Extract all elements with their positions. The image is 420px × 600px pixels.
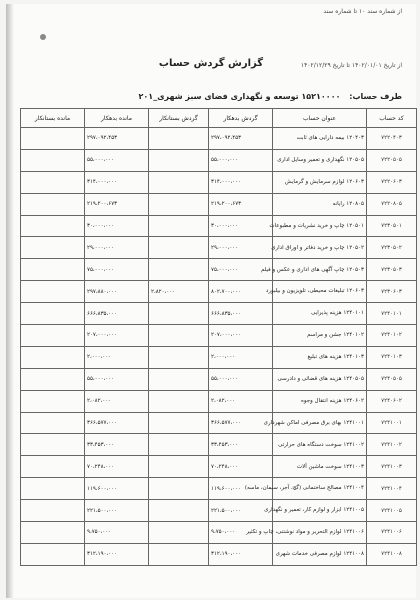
table-row (21, 412, 417, 434)
table-row (21, 237, 417, 259)
credit-turnover (149, 259, 209, 281)
col-header-balance-debit: مانده بدهکار (85, 109, 149, 128)
debit-balance: ۳۳،۴۵۳،۰۰۰ (85, 434, 149, 456)
debit-balance: ۷۰،۲۴۸،۰۰۰ (85, 456, 149, 478)
debit-turnover: ۲۹۷،۰۹۲،۴۵۳ (209, 128, 273, 150)
table-row (21, 128, 417, 150)
credit-balance (21, 456, 85, 478)
debit-balance: ۱۱۹،۶۰۰،۰۰۰ (85, 478, 149, 500)
table-row (21, 522, 417, 544)
debit-balance: ۲۹۷،۰۹۲،۴۵۳ (85, 128, 149, 150)
debit-balance: ۲۹۷،۸۸۰،۰۰۰ (85, 281, 149, 303)
debit-turnover: ۲۹،۰۰۰،۰۰۰ (209, 237, 273, 259)
account-code: ۷۲۳۰۵۰۳ (367, 259, 417, 281)
credit-turnover: ۲،۸۲۰،۰۰۰ (149, 281, 209, 303)
account-code: ۷۲۴۱۰۰۸ (367, 543, 417, 565)
account-code: ۷۲۴۰۶۰۲ (367, 390, 417, 412)
debit-balance: ۲۱۹،۲۰۰،۶۷۳ (85, 193, 149, 215)
credit-turnover (149, 412, 209, 434)
debit-balance: ۲،۰۸۲،۰۰۰ (85, 390, 149, 412)
debit-turnover: ۵۵،۰۰۰،۰۰۰ (209, 149, 273, 171)
credit-turnover (149, 303, 209, 325)
account-title: ۱۲۴۱۰۰۸ لوازم مصرفی خدمات شهری (273, 543, 367, 565)
credit-turnover (149, 434, 209, 456)
account-title: ۱۲۴۰۱۰۱ هزینه پذیرایی (273, 303, 367, 325)
table-row (21, 500, 417, 522)
credit-turnover (149, 478, 209, 500)
table-row (21, 259, 417, 281)
account-code: ۷۲۴۱۰۰۵ (367, 500, 417, 522)
debit-turnover: ۵۵،۰۰۰،۰۰۰ (209, 368, 273, 390)
debit-turnover: ۷۵،۰۰۰،۰۰۰ (209, 259, 273, 281)
credit-balance (21, 478, 85, 500)
account-title: ۱۲۴۱۰۰۱ بهای برق مصرفی اماکن شهرداری (273, 412, 367, 434)
account-code: ۷۲۴۰۱۰۱ (367, 303, 417, 325)
debit-balance: ۲۰۷،۰۰۰،۰۰۰ (85, 325, 149, 347)
table-row (21, 171, 417, 193)
table-row (21, 303, 417, 325)
credit-balance (21, 412, 85, 434)
account-title: ۱۲۴۱۰۰۴ مصالح ساختمانی (گچ، آجر، سیمان، ماسه) (273, 478, 367, 500)
account-title: ۱۲۴۰۱۰۳ هزینه های تبلیغ (273, 346, 367, 368)
counterparty-line (139, 92, 402, 101)
account-title: ۱۲۴۰۱۰۲ جشن و مراسم (273, 325, 367, 347)
debit-balance: ۶۶۶،۸۳۵،۰۰۰ (85, 303, 149, 325)
account-title: ۱۲۰۵۰۵ نگهداری و تعمیر وسایل اداری (273, 149, 367, 171)
credit-balance (21, 368, 85, 390)
table-row (21, 193, 417, 215)
debit-turnover: ۸۰۲،۷۰۰،۰۰۰ (209, 281, 273, 303)
account-code: ۷۲۴۱۰۰۴ (367, 478, 417, 500)
credit-balance (21, 149, 85, 171)
debit-balance: ۳۰،۰۰۰،۰۰۰ (85, 215, 149, 237)
debit-turnover: ۷۰،۲۴۸،۰۰۰ (209, 456, 273, 478)
debit-balance: ۳۶۶،۵۷۷،۰۰۰ (85, 412, 149, 434)
account-code: ۷۲۴۰۱۰۲ (367, 325, 417, 347)
credit-turnover (149, 500, 209, 522)
debit-turnover: ۱۱۹،۶۰۰،۰۰۰ (209, 478, 273, 500)
credit-turnover (149, 237, 209, 259)
credit-balance (21, 434, 85, 456)
credit-balance (21, 237, 85, 259)
date-range: از تاریخ ۱۴۰۲/۰۱/۰۱ تا تاریخ ۱۴۰۲/۱۲/۲۹ (300, 62, 402, 69)
document-page (6, 4, 416, 598)
credit-balance (21, 303, 85, 325)
col-header-credit: گردش بستانکار (149, 109, 209, 128)
table-header-row (21, 109, 417, 128)
table-row (21, 456, 417, 478)
debit-balance: ۳۱۴،۰۰۰،۰۰۰ (85, 171, 149, 193)
account-code: ۷۲۳۰۵۰۲ (367, 237, 417, 259)
credit-turnover (149, 149, 209, 171)
credit-balance (21, 500, 85, 522)
credit-balance (21, 193, 85, 215)
table-row (21, 281, 417, 303)
table-row (21, 543, 417, 565)
debit-turnover: ۳۳،۴۵۳،۰۰۰ (209, 434, 273, 456)
credit-turnover (149, 522, 209, 544)
table-row (21, 325, 417, 347)
credit-turnover (149, 325, 209, 347)
account-title: ۱۲۴۱۰۰۵ ابزار و لوازم کار، تعمیر و نگهداری (273, 500, 367, 522)
account-code: ۷۲۴۱۰۰۲ (367, 434, 417, 456)
account-title: ۱۲۰۵۰۳ چاپ آگهی های اداری و عکس و فیلم (273, 259, 367, 281)
hole-punch-mark (40, 34, 46, 40)
account-code: ۷۲۲۰۴۰۳ (367, 128, 417, 150)
col-header-code: کد حساب (367, 109, 417, 128)
credit-balance (21, 259, 85, 281)
debit-turnover: ۹،۷۵۰،۰۰۰ (209, 522, 273, 544)
debit-balance: ۹،۷۵۰،۰۰۰ (85, 522, 149, 544)
credit-balance (21, 171, 85, 193)
debit-turnover: ۲،۰۸۲،۰۰۰ (209, 390, 273, 412)
credit-turnover (149, 346, 209, 368)
table-row (21, 478, 417, 500)
account-title: ۱۲۰۸۰۵ رایانه (273, 193, 367, 215)
col-header-title: عنوان حساب (273, 109, 367, 128)
account-title: ۱۲۴۱۰۰۳ سوخت ماشین آلات (273, 456, 367, 478)
table-row (21, 434, 417, 456)
credit-balance (21, 346, 85, 368)
credit-balance (21, 390, 85, 412)
debit-balance: ۲،۰۰۰،۰۰۰ (85, 346, 149, 368)
account-code: ۷۲۴۰۵۰۵ (367, 368, 417, 390)
table-row (21, 390, 417, 412)
account-title: ۱۲۴۱۰۰۲ سوخت دستگاه های حرارتی (273, 434, 367, 456)
counterparty-label: طرف حساب: (349, 92, 402, 101)
credit-turnover (149, 215, 209, 237)
account-title: ۱۲۰۶۰۳ تبلیغات محیطی، تلویزیون و بیلبورد (273, 281, 367, 303)
account-code: ۷۲۳۰۶۰۳ (367, 281, 417, 303)
debit-turnover: ۲۲۱،۵۰۰،۰۰۰ (209, 500, 273, 522)
debit-balance: ۷۵،۰۰۰،۰۰۰ (85, 259, 149, 281)
debit-turnover: ۶۶۶،۸۳۵،۰۰۰ (209, 303, 273, 325)
counterparty-value: ۱۵۲۱۰۰۰۰ توسعه و نگهداری فضای سبز شهری_۲۰۱ (138, 92, 341, 101)
credit-turnover (149, 193, 209, 215)
account-code: ۷۲۴۰۱۰۳ (367, 346, 417, 368)
account-title: ۱۲۰۵۰۱ چاپ و خرید نشریات و مطبوعات (273, 215, 367, 237)
credit-balance (21, 281, 85, 303)
account-title: ۱۲۴۰۵۰۵ هزینه های قضائی و دادرسی (273, 368, 367, 390)
account-code: ۷۲۲۰۵۰۵ (367, 149, 417, 171)
debit-balance: ۳۱۲،۱۹۰،۰۰۰ (85, 543, 149, 565)
account-code: ۷۲۲۰۶۰۳ (367, 171, 417, 193)
account-code: ۷۲۲۰۸۰۵ (367, 193, 417, 215)
account-code: ۷۲۴۱۰۰۳ (367, 456, 417, 478)
report-title: گزارش گردش حساب (158, 58, 264, 69)
credit-balance (21, 325, 85, 347)
debit-balance: ۵۵،۰۰۰،۰۰۰ (85, 149, 149, 171)
credit-turnover (149, 368, 209, 390)
account-code: ۷۲۴۱۰۰۱ (367, 412, 417, 434)
debit-turnover: ۲،۰۰۰،۰۰۰ (209, 346, 273, 368)
table-row (21, 149, 417, 171)
credit-turnover (149, 171, 209, 193)
debit-turnover: ۳۱۲،۱۹۰،۰۰۰ (209, 543, 273, 565)
credit-balance (21, 215, 85, 237)
credit-balance (21, 522, 85, 544)
credit-turnover (149, 543, 209, 565)
account-title: ۱۲۰۶۰۳ لوازم سرمایش و گرمایش (273, 171, 367, 193)
col-header-balance-credit: مانده بستانکار (21, 109, 85, 128)
account-turnover-table (20, 108, 417, 566)
debit-turnover: ۲۰۷،۰۰۰،۰۰۰ (209, 325, 273, 347)
debit-balance: ۲۲۱،۵۰۰،۰۰۰ (85, 500, 149, 522)
debit-turnover: ۳۰،۰۰۰،۰۰۰ (209, 215, 273, 237)
table-row (21, 215, 417, 237)
credit-balance (21, 128, 85, 150)
account-title: ۱۲۰۴۰۳ بیمه دارایی های ثابت (273, 128, 367, 150)
scan-shadow (6, 4, 14, 598)
debit-turnover: ۲۱۹،۲۰۰،۶۷۳ (209, 193, 273, 215)
credit-turnover (149, 390, 209, 412)
debit-balance: ۵۵،۰۰۰،۰۰۰ (85, 368, 149, 390)
col-header-debit: گردش بدهکار (209, 109, 273, 128)
credit-balance (21, 543, 85, 565)
account-title: ۱۲۴۱۰۰۶ لوازم التحریر و مواد نوشتنی، چاپ و تکثیر (273, 522, 367, 544)
account-code: ۷۲۳۰۵۰۱ (367, 215, 417, 237)
table-row (21, 346, 417, 368)
account-title: ۱۲۰۵۰۲ چاپ و خرید دفاتر و اوراق اداری (273, 237, 367, 259)
account-title: ۱۲۴۰۶۰۲ هزینه انتقال وجوه (273, 390, 367, 412)
debit-balance: ۲۹،۰۰۰،۰۰۰ (85, 237, 149, 259)
document-number-range: از شماره سند ۱۰ تا شماره سند (323, 8, 402, 15)
debit-turnover: ۳۶۶،۵۷۷،۰۰۰ (209, 412, 273, 434)
credit-turnover (149, 456, 209, 478)
account-code: ۷۲۴۱۰۰۶ (367, 522, 417, 544)
credit-turnover (149, 128, 209, 150)
table-row (21, 368, 417, 390)
debit-turnover: ۳۱۴،۰۰۰،۰۰۰ (209, 171, 273, 193)
